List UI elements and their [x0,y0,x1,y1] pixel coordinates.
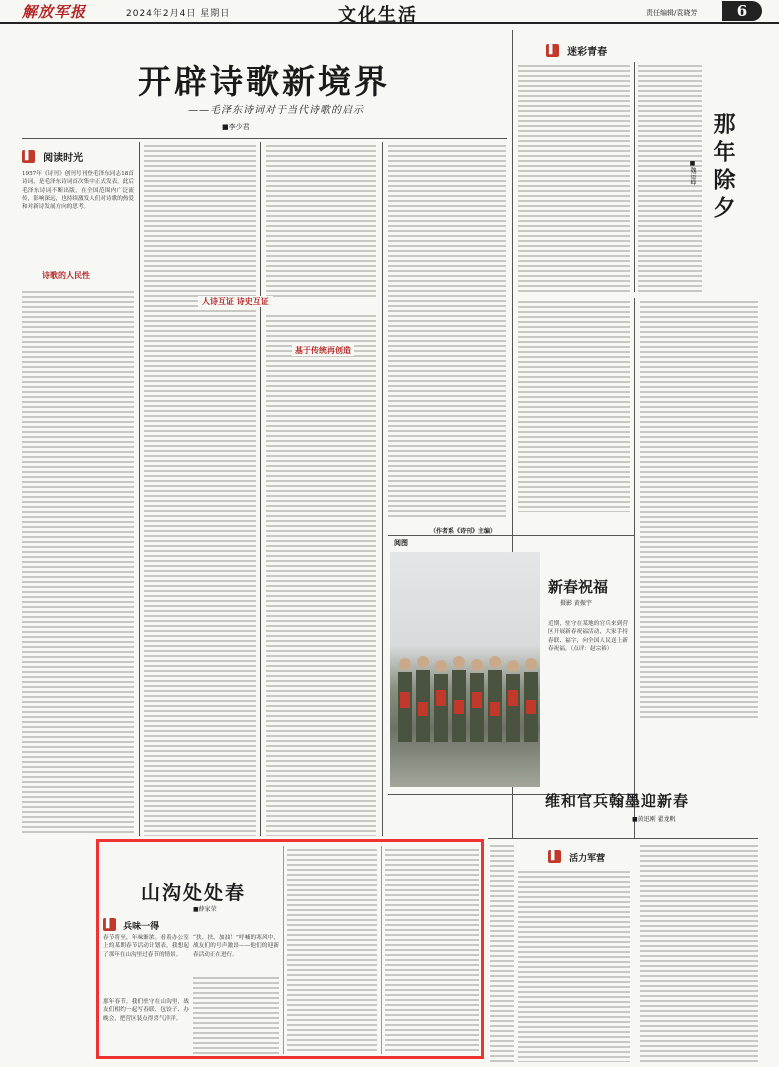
section-title: 文化生活 [338,5,418,26]
subhead-people: 诗歌的人民性 [42,270,90,280]
text-block [518,298,630,512]
text-block [287,846,377,1054]
column-label-vitality [548,846,605,865]
subhead-tradition: 基于传统再创造 [292,345,354,356]
right-article-author: ■魏运峰 [689,160,696,185]
text-block [518,868,630,1062]
soldiers-illustration [390,552,540,787]
text-block [193,974,279,1054]
text-block [144,142,256,836]
bottom-right-author: ■黄迅刚 翟龙帆 [632,816,676,823]
divider [22,138,507,139]
photo-caption: 近期，驻守在某地的官兵来到营区开展新春祝福活动，大家手持春联、福字，向全国人民送上新春祝福。（点评：赵宗裕） [548,621,628,652]
soldier-icon: ▌ [103,918,116,931]
column-label-reading [22,146,83,165]
subhead-poetry-history: 人诗互证 诗史互证 [198,296,273,307]
highlight-para-3: 那年春节，我们驻守在山沟里，战友们相约一起写春联、包饺子、办晚会，把营区装点得喜气洋洋。 [103,999,189,1022]
main-article-title: 开辟诗歌新境界 [138,62,390,101]
column-label-camo [546,40,607,59]
column-label-text: 兵味一得 [123,922,160,932]
text-block [385,846,479,1054]
paper-name: 解放军报 [22,3,87,21]
soldiers-photo [390,552,540,787]
text-block [518,62,630,292]
highlight-para-2: 春节将至，年味渐浓。看着办公室上的某期春节活动计划表，我想起了那年在山沟里过春节的情景。 [103,935,189,958]
highlight-author: ■薛家荣 [193,906,217,913]
photo-credit: 摄影 黄振宇 [560,600,592,607]
flag-icon: ▌ [548,850,561,863]
text-block [640,298,758,718]
text-block [266,142,376,297]
text-block [266,312,376,836]
main-article-subtitle: ——毛泽东诗词对于当代诗歌的启示 [188,105,364,116]
highlighted-article[interactable] [96,839,484,1059]
column-label-text: 活力军营 [569,854,606,864]
right-article-title [712,112,738,224]
column-label-text: 迷彩青春 [567,47,608,58]
right-article-title-text: 那年除夕 [710,112,736,224]
issue-date: 2024年2月4日 星期日 [126,9,231,19]
bottom-right-title: 维和官兵翰墨迎新春 [545,792,690,810]
photo-title: 新春祝福 [548,578,609,596]
author-footnote: （作者系《诗刊》主编） [430,528,497,535]
text-block [640,842,758,1062]
text-block [22,288,134,836]
masthead [0,0,779,24]
text-block [388,142,506,517]
highlight-para-1: “扶、扶、加油！”呼喊的寒风中，战友们的号声激昂——他们的迎新春活动正在进行。 [193,935,279,958]
editor-credit: 责任编辑/袁晓芳 [646,9,698,17]
camo-icon: ▌ [546,44,559,57]
column-label-text: 阅读时光 [43,153,84,164]
column-label-soldier [103,914,159,933]
text-block [490,842,514,1062]
page-number: 6 [722,1,762,21]
main-article-intro: 1957年《诗刊》创刊号刊登毛泽东同志18首诗词，是毛泽东诗词首次集中正式发表。此后毛泽东诗词不断出版，在全国范围内广泛流传，影响深远，也持续激发人们对诗歌的热爱和对新诗发展方向的思考。 [22,171,134,211]
highlight-title: 山沟处处春 [141,882,247,904]
book-icon: ▌ [22,150,35,163]
main-article-author: ■李少君 [222,123,250,131]
column-label-photo: 阅图 [394,538,408,547]
